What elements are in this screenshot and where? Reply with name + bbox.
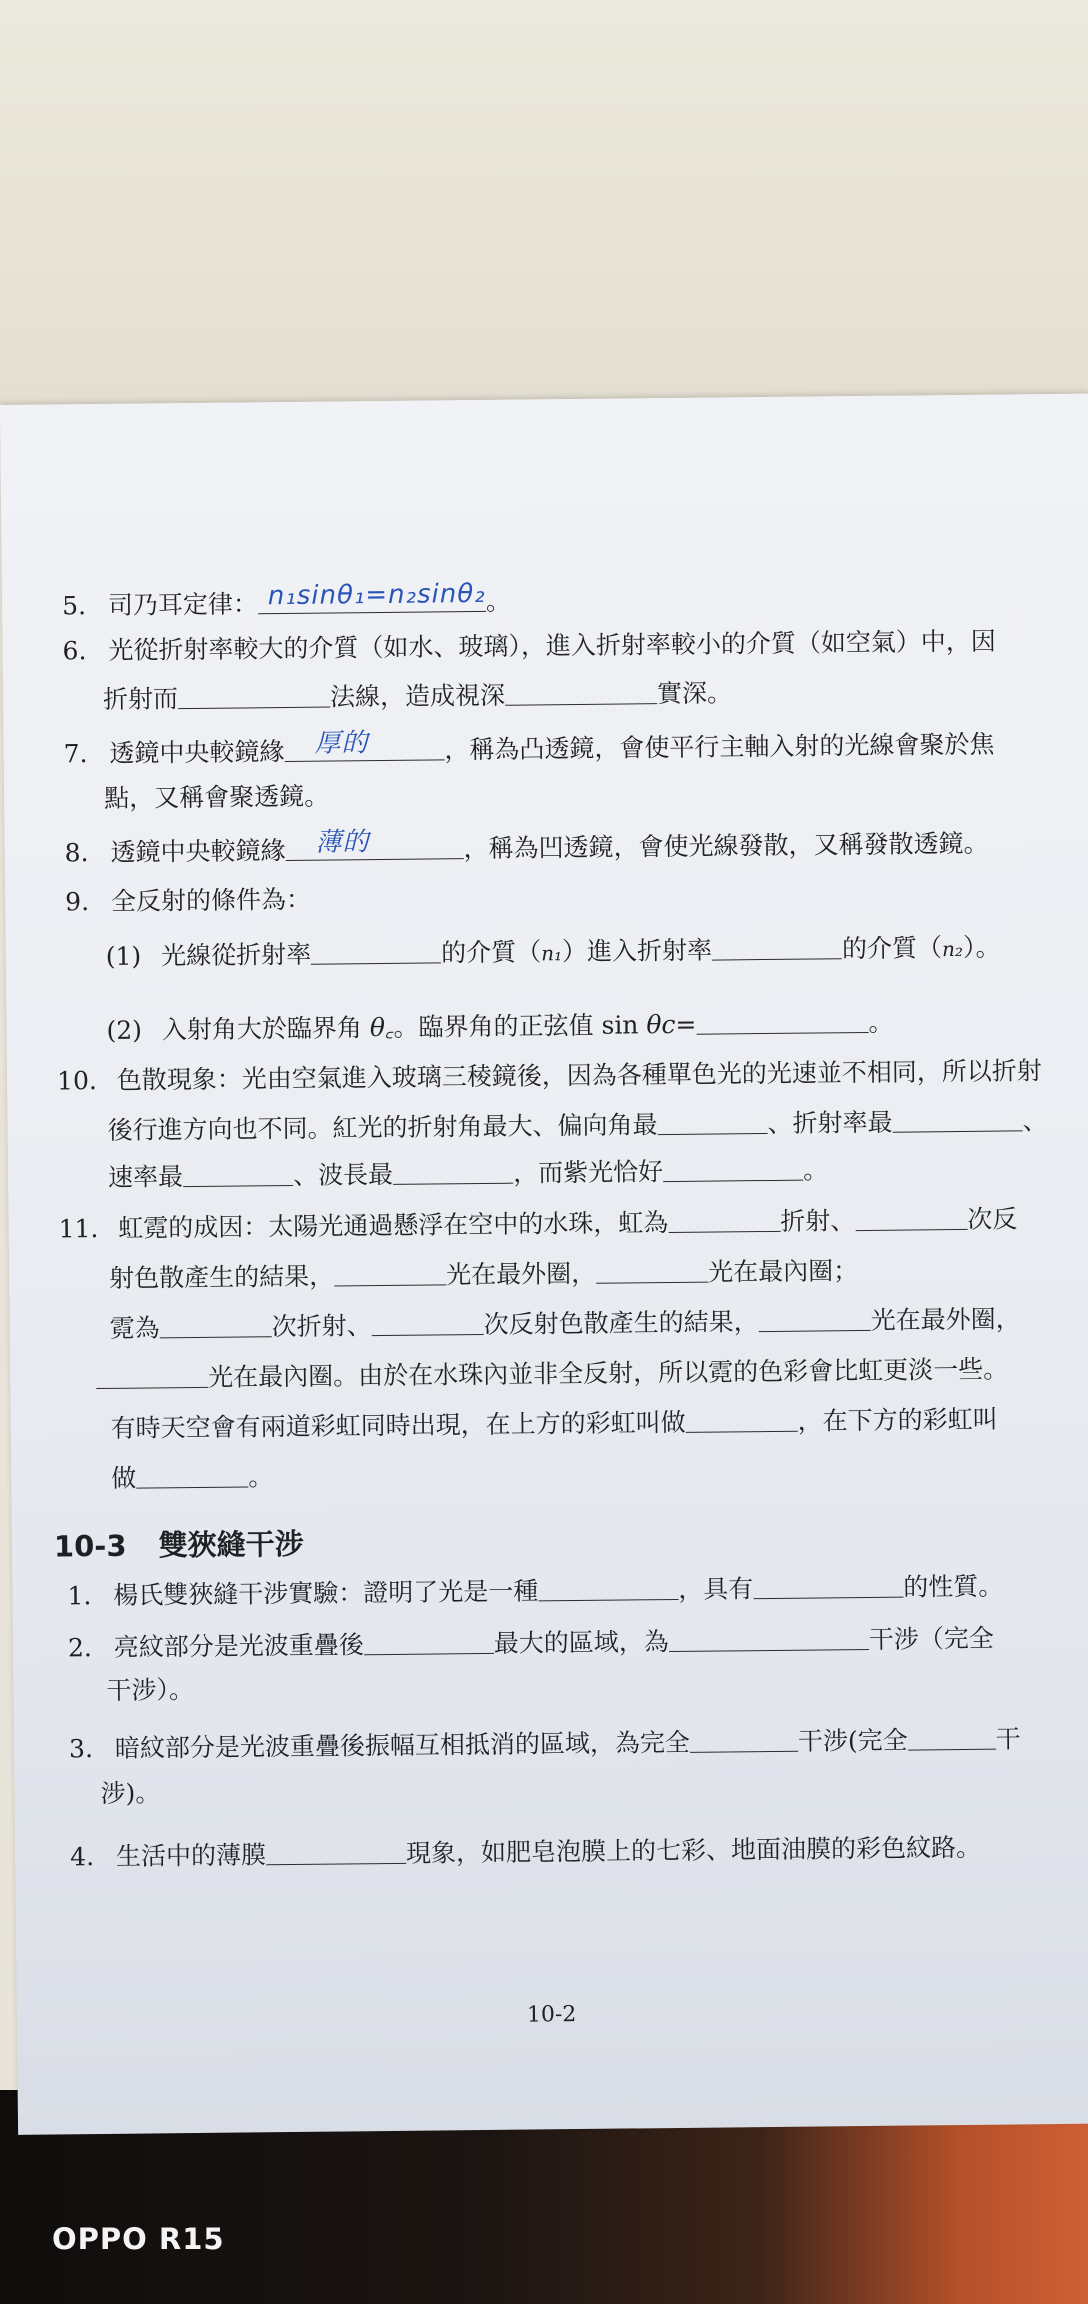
item-number: 2. — [67, 1633, 93, 1663]
item-number: 7. — [63, 739, 88, 769]
table-background — [0, 0, 1088, 430]
section-item-2 — [68, 1620, 994, 1666]
item-text: 生活中的薄膜 — [115, 1840, 267, 1871]
item-text: ，在下方的彩虹叫 — [797, 1404, 998, 1436]
item-text: ，稱為凹透鏡，會使光線發散，又稱發散透鏡。 — [463, 828, 989, 864]
symbol-n2: n₂ — [941, 936, 964, 962]
answer-blank[interactable] — [266, 1837, 406, 1865]
answer-blank[interactable] — [686, 1405, 798, 1433]
item-6 — [62, 625, 996, 669]
item-11-line-3 — [109, 1300, 1020, 1346]
item-text: ，而紫光恰好 — [512, 1157, 664, 1188]
item-text: 、折射率最 — [767, 1107, 893, 1139]
item-text: 干涉(完全 — [797, 1725, 908, 1756]
handwritten-answer: 厚的 — [314, 728, 369, 759]
item-text: 有時天空會有兩道彩虹同時出現，在上方的彩虹叫做 — [110, 1407, 686, 1443]
section-heading — [54, 1522, 304, 1566]
item-text: 次反 — [967, 1204, 1018, 1234]
item-text: 霓為 — [109, 1313, 160, 1343]
item-9-sub-2 — [106, 1004, 893, 1048]
answer-blank[interactable] — [855, 1203, 967, 1231]
answer-blank[interactable] — [696, 1006, 868, 1035]
item-text: 入射角大於臨界角 — [161, 1013, 363, 1045]
answer-blank[interactable] — [160, 1310, 272, 1338]
answer-blank[interactable] — [669, 1623, 869, 1652]
item-number: 8. — [64, 838, 89, 868]
item-6-line-2 — [103, 674, 732, 717]
answer-blank[interactable] — [284, 728, 444, 762]
item-text: 次反射色散產生的結果， — [483, 1307, 759, 1339]
answer-blank[interactable] — [657, 1107, 767, 1135]
section-number: 10-3 — [53, 1528, 127, 1564]
answer-blank[interactable] — [136, 1460, 248, 1488]
item-number: 9. — [65, 887, 90, 917]
answer-blank[interactable] — [183, 1159, 293, 1187]
item-text: 。 — [802, 1155, 829, 1185]
item-number: 11. — [58, 1214, 99, 1244]
item-text: 全反射的條件為： — [110, 884, 312, 916]
section-item-2-line-2: 干涉）。 — [106, 1675, 195, 1705]
answer-blank[interactable] — [178, 681, 330, 710]
item-text: 虹霓的成因：太陽光通過懸浮在空中的水珠，虹為 — [118, 1208, 669, 1243]
answer-blank[interactable] — [285, 827, 463, 861]
section-item-3-line-2: 涉)。 — [100, 1778, 161, 1809]
answer-blank[interactable] — [372, 1308, 484, 1336]
item-number: 6. — [62, 636, 87, 666]
item-11 — [58, 1200, 1017, 1246]
item-number: 3. — [68, 1734, 94, 1764]
answer-blank[interactable] — [334, 1258, 446, 1286]
item-text: 實深。 — [656, 678, 733, 709]
answer-blank[interactable] — [258, 578, 486, 614]
item-text: 。臨界角的正弦值 sin — [393, 1010, 639, 1042]
answer-blank[interactable] — [892, 1104, 1022, 1132]
item-text: 、波長最 — [292, 1159, 394, 1190]
item-text: 暗紋部分是光波重疊後振幅互相抵消的區域，為完全 — [114, 1727, 691, 1763]
item-11-line-4 — [96, 1350, 1008, 1396]
item-text: 透鏡中央較鏡緣 — [109, 737, 285, 768]
item-11-line-2 — [109, 1252, 858, 1296]
item-text: 法線，造成視深 — [329, 680, 506, 712]
answer-blank[interactable] — [96, 1361, 208, 1389]
item-text: 光在最外圈， — [445, 1258, 597, 1290]
answer-blank[interactable] — [364, 1627, 494, 1655]
camera-watermark: OPPO R15 — [52, 2222, 225, 2256]
answer-blank[interactable] — [663, 1154, 803, 1182]
item-text: 最大的區域，為 — [493, 1627, 669, 1658]
item-text: 的介質（ — [841, 933, 943, 964]
item-text: 司乃耳定律： — [107, 589, 259, 620]
item-7-line-2: 點，又稱會聚透鏡。 — [103, 781, 330, 813]
item-text: ）。 — [962, 932, 1001, 962]
item-text: 做 — [111, 1463, 137, 1493]
item-text: 後行進方向也不同。紅光的折射角最大、偏向角最 — [107, 1110, 658, 1145]
item-text: 。 — [868, 1007, 894, 1037]
section-item-3 — [69, 1720, 1021, 1766]
item-7 — [63, 726, 994, 772]
item-text: 楊氏雙狹縫干涉實驗：證明了光是一種 — [113, 1576, 539, 1610]
item-8 — [64, 825, 988, 871]
answer-blank[interactable] — [753, 1571, 903, 1600]
sub-item-number: (2) — [106, 1015, 143, 1045]
item-number: 4. — [70, 1842, 95, 1872]
answer-blank[interactable] — [596, 1256, 708, 1284]
item-11-line-6 — [111, 1458, 273, 1496]
item-text: 透鏡中央較鏡緣 — [110, 836, 286, 867]
item-text: 的性質。 — [903, 1571, 1004, 1602]
answer-blank[interactable] — [538, 1573, 678, 1601]
item-10-line-2 — [107, 1102, 1047, 1148]
item-9 — [65, 883, 311, 920]
item-text: 。 — [485, 586, 512, 616]
item-text: 光在最外圈， — [870, 1304, 1021, 1335]
item-text: 的介質（ — [441, 937, 542, 968]
item-text: 光在最內圈； — [707, 1256, 859, 1287]
item-text: 光線從折射率 — [161, 939, 312, 971]
answer-blank[interactable] — [393, 1157, 513, 1185]
answer-blank[interactable] — [668, 1205, 780, 1233]
answer-blank[interactable] — [907, 1723, 995, 1751]
item-9-sub-1 — [106, 929, 1001, 975]
item-text: 光在最內圈。由於在水珠內並非全反射，所以霓的色彩會比虹更淡一些。 — [208, 1354, 1009, 1392]
section-item-4 — [70, 1829, 981, 1875]
item-text: 亮紋部分是光波重疊後 — [113, 1630, 364, 1662]
item-text: ，具有 — [678, 1574, 754, 1604]
answer-blank[interactable] — [712, 932, 842, 960]
item-text: 。 — [248, 1462, 274, 1492]
answer-blank[interactable] — [759, 1304, 871, 1332]
handwritten-answer: 薄的 — [315, 827, 370, 858]
answer-blank[interactable] — [311, 936, 441, 964]
item-11-line-5 — [111, 1401, 998, 1446]
symbol-theta-c-eq: θc= — [646, 1009, 697, 1040]
item-text: 干 — [995, 1724, 1021, 1754]
item-text: 折射而 — [102, 684, 179, 714]
item-number: 5. — [61, 591, 87, 621]
item-text: 折射、 — [780, 1206, 856, 1236]
item-text: 干涉（完全 — [868, 1623, 994, 1654]
section-item-1 — [67, 1568, 1003, 1614]
handwritten-answer: n₁sinθ₁=n₂sinθ₂ — [267, 578, 486, 612]
item-text: ，稱為凸透鏡，會使平行主軸入射的光線會聚於焦 — [444, 729, 995, 765]
item-text: 、 — [1022, 1106, 1048, 1136]
item-10-line-3 — [108, 1151, 828, 1195]
sub-item-number: (1) — [105, 941, 142, 971]
item-text: 次折射、 — [271, 1311, 372, 1342]
answer-blank[interactable] — [505, 677, 657, 706]
page-number: 10-2 — [526, 2002, 577, 2028]
symbol-theta-c: θ꜀ — [369, 1012, 394, 1043]
item-text: 色散現象：光由空氣進入玻璃三稜鏡後，因為各種單色光的光速並不相同，所以折射 — [116, 1056, 1042, 1095]
item-text: ）進入折射率 — [561, 935, 713, 967]
item-5 — [61, 578, 512, 624]
section-title: 雙狹縫干涉 — [158, 1526, 304, 1563]
symbol-n1: n₁ — [541, 941, 563, 966]
worksheet-page — [0, 394, 1088, 2135]
answer-blank[interactable] — [690, 1725, 798, 1753]
item-number: 1. — [67, 1581, 92, 1611]
item-text: 光從折射率較大的介質（如水、玻璃），進入折射率較小的介質（如空氣）中，因 — [108, 626, 997, 665]
item-number: 10. — [56, 1066, 97, 1096]
item-10 — [57, 1054, 1042, 1098]
item-text: 現象，如肥皂泡膜上的七彩、地面油膜的彩色紋路。 — [405, 1832, 982, 1868]
item-text: 射色散產生的結果， — [109, 1261, 335, 1293]
item-text: 速率最 — [107, 1162, 184, 1192]
